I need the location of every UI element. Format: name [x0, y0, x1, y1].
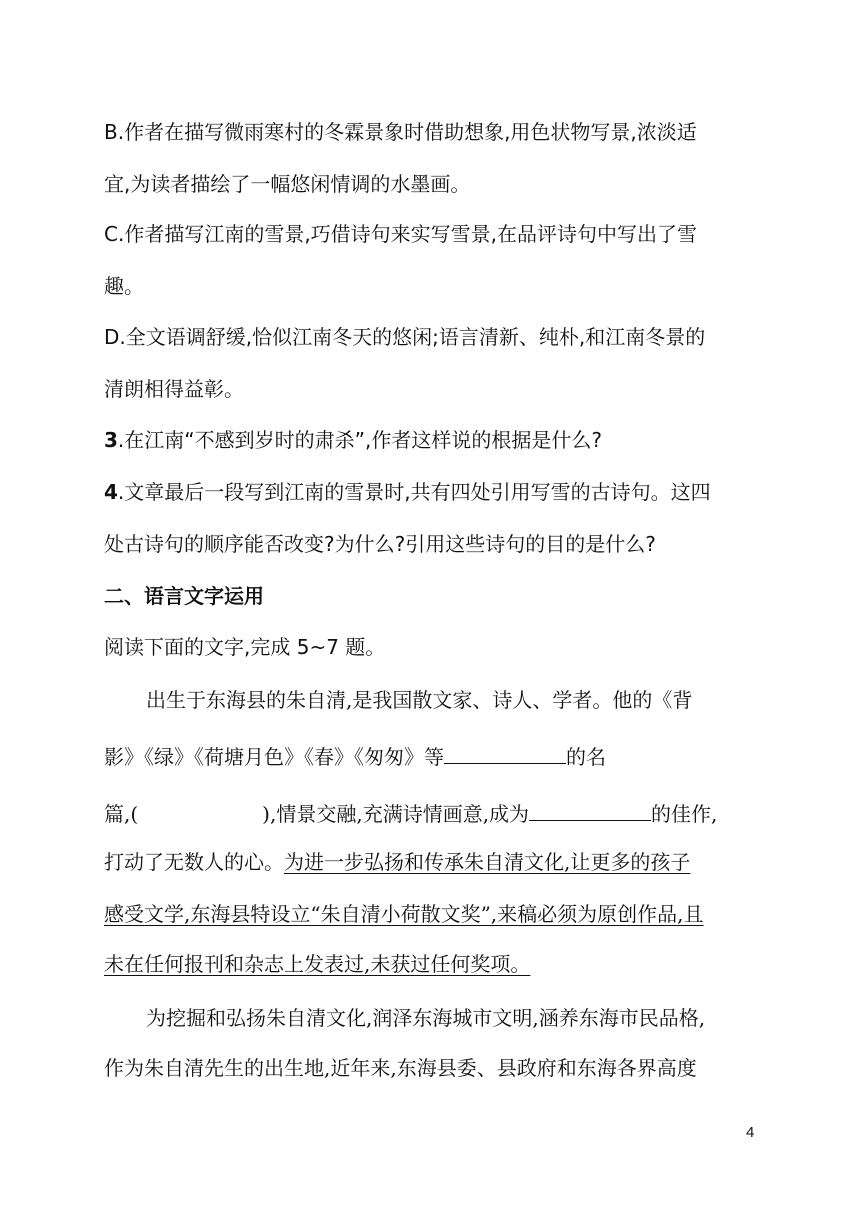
passage-p2-line1: 为挖掘和弘扬朱自清文化,润泽东海城市文明,涵养东海市民品格, [146, 1006, 706, 1030]
section-instruction: 阅读下面的文字,完成 5~7 题。 [104, 635, 386, 659]
passage-p1-line4 [104, 848, 690, 876]
question-4-line2: 处古诗句的顺序能否改变?为什么?引用这些诗句的目的是什么? [104, 532, 656, 556]
passage-text: 打动了无数人的心。 [104, 850, 284, 874]
passage-text: 的名 [566, 745, 606, 769]
option-c-line2: 趣。 [104, 274, 144, 298]
passage-p1-line1: 出生于东海县的朱自清,是我国散文家、诗人、学者。他的《背 [146, 688, 693, 712]
question-3-number: 3 [104, 428, 118, 452]
option-c-line1: C.作者描写江南的雪景,巧借诗句来实写雪景,在品评诗句中写出了雪 [104, 222, 698, 246]
question-4-number: 4 [104, 480, 118, 504]
passage-p1-line5: 感受文学,东海县特设立“朱自清小荷散文奖”,来稿必须为原创作品,且 [104, 902, 704, 926]
passage-text: 的佳作, [651, 802, 718, 826]
question-3-text: .在江南“不感到岁时的肃杀”,作者这样说的根据是什么? [117, 428, 602, 452]
question-3 [104, 426, 602, 454]
passage-p1-line6: 未在任何报刊和杂志上发表过,未获过任何奖项。 [104, 952, 531, 976]
section-heading: 二、语言文字运用 [104, 584, 264, 608]
passage-text: ),情景交融,充满诗情画意,成为 [262, 802, 530, 826]
passage-text: 篇,( [104, 802, 139, 826]
option-b-line2: 宜,为读者描绘了一幅悠闲情调的水墨画。 [104, 172, 471, 196]
fill-blank-1[interactable] [444, 743, 566, 764]
option-b-line1 [104, 118, 756, 146]
passage-p2-line2: 作为朱自清先生的出生地,近年来,东海县委、县政府和东海各界高度 [104, 1056, 697, 1080]
option-d-line2: 清朗相得益彰。 [104, 377, 244, 401]
fill-blank-2[interactable] [529, 800, 651, 821]
question-4-line1 [104, 478, 711, 506]
passage-text: 影》《绿》《荷塘月色》《春》《匆匆》等 [104, 745, 444, 769]
passage-p1-line2 [104, 743, 606, 771]
passage-p1-line3 [104, 800, 717, 828]
underlined-sentence: 为进一步弘扬和传承朱自清文化,让更多的孩子 [284, 850, 691, 874]
option-d-line1: D.全文语调舒缓,恰似江南冬天的悠闲;语言清新、纯朴,和江南冬景的 [104, 325, 706, 349]
option-b-text: B.作者在描写微雨寒村的冬霖景象时借助想象,用色状物写景,浓淡适 [104, 120, 697, 144]
question-4-text: .文章最后一段写到江南的雪景时,共有四处引用写雪的古诗句。这四 [117, 480, 711, 504]
page-number: 4 [746, 1124, 755, 1141]
